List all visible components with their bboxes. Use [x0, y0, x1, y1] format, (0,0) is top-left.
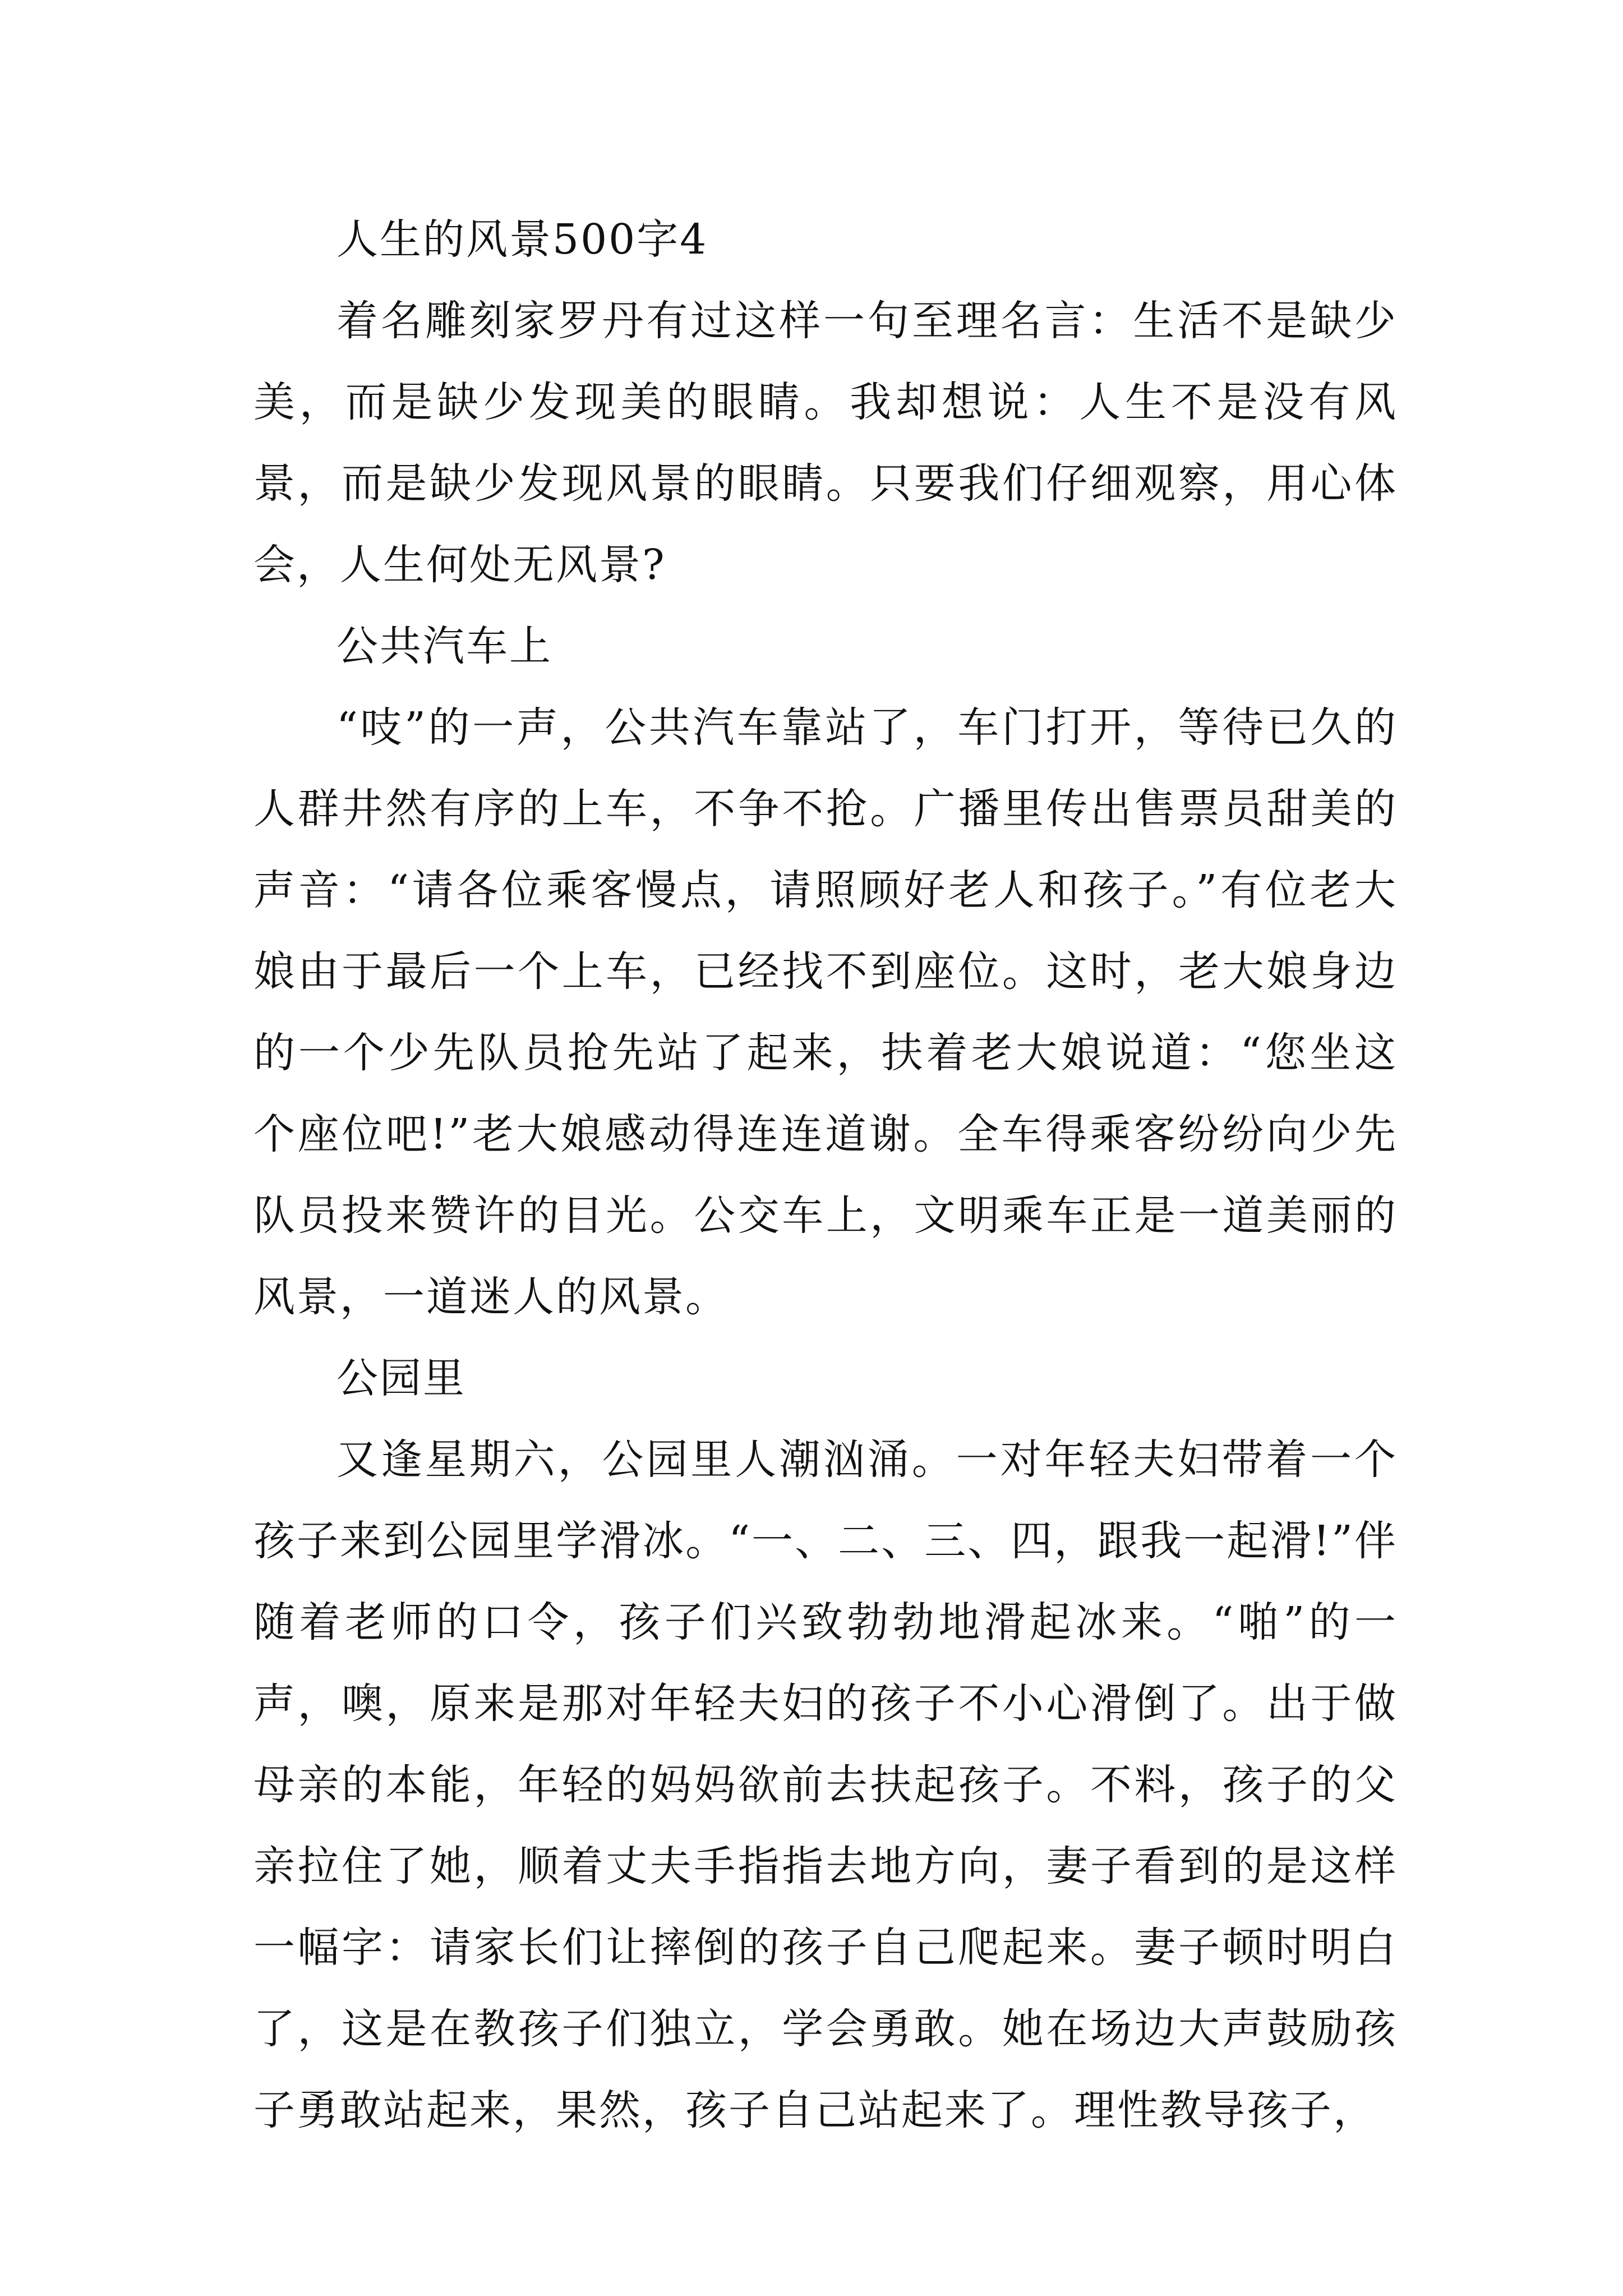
paragraph-bus: “吱”的一声，公共汽车靠站了，车门打开，等待已久的人群井然有序的上车，不争不抢。广播里传出售票员甜美的声音：“请各位乘客慢点，请照顾好老人和孩子。”有位老大娘由于最后一个上车，已经找不到座位。这时，老大娘身边的一个少先队员抢先站了起来，扶着老大娘说道：“您坐这个座位吧!”老大娘感动得连连道谢。全车得乘客纷纷向少先队员投来赞许的目光。公交车上，文明乘车正是一道美丽的风景，一道迷人的风景。: [253, 703, 1398, 1321]
paragraph-park: 又逢星期六，公园里人潮汹涌。一对年轻夫妇带着一个孩子来到公园里学滑冰。“一、二、三、四，跟我一起滑!”伴随着老师的口令，孩子们兴致勃勃地滑起冰来。“啪”的一声，噢，原来是那对年轻夫妇的孩子不小心滑倒了。出于做母亲的本能，年轻的妈妈欲前去扶起孩子。不料，孩子的父亲拉住了她，顺着丈夫手指指去地方向，妻子看到的是这样一幅字：请家长们让摔倒的孩子自己爬起来。妻子顿时明白了，这是在教孩子们独立，学会勇敢。她在场边大声鼓励孩子勇敢站起来，果然，孩子自己站起来了。理性教导孩子，: [253, 1435, 1398, 2134]
section-heading-bus: 公共汽车上: [336, 622, 552, 670]
section-heading-park: 公园里: [336, 1354, 466, 1402]
paragraph-intro: 着名雕刻家罗丹有过这样一句至理名言：生活不是缺少美，而是缺少发现美的眼睛。我却想说：人生不是没有风景，而是缺少发现风景的眼睛。只要我们仔细观察，用心体会，人生何处无风景?: [253, 297, 1398, 589]
document-body: [253, 199, 1398, 2151]
document-title: 人生的风景500字4: [336, 215, 708, 264]
